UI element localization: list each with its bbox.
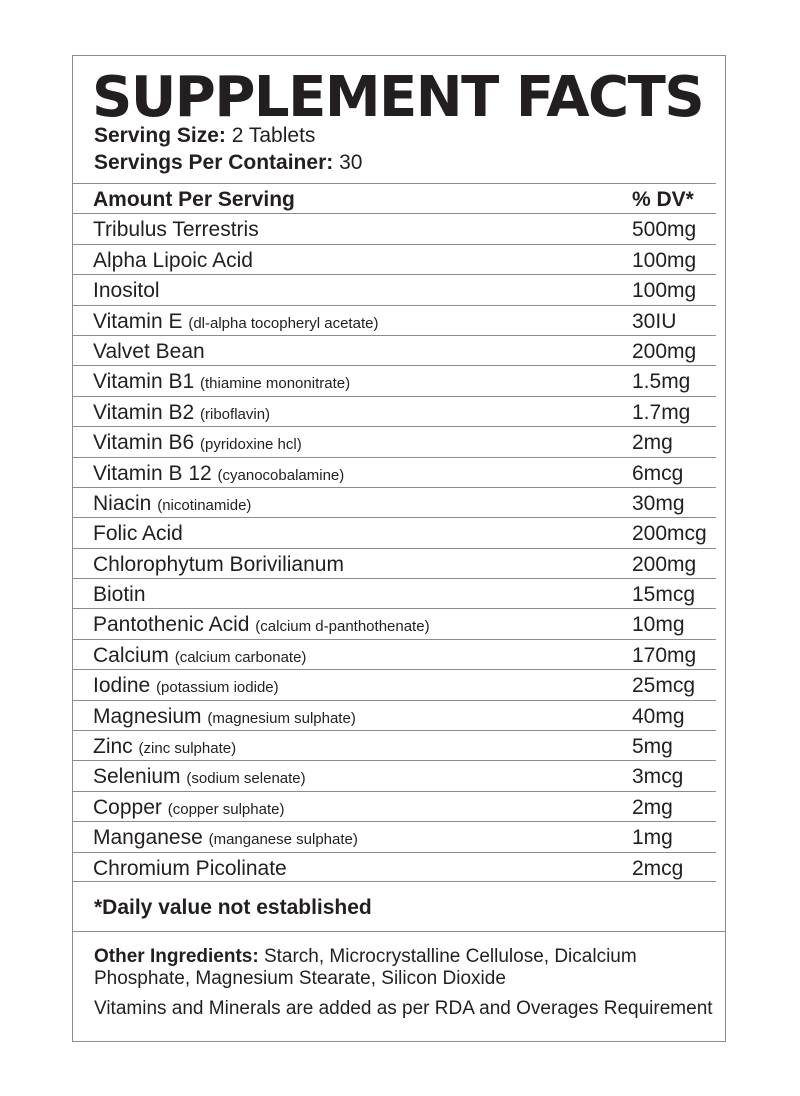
ingredient-name: Manganese: [93, 826, 203, 850]
serving-size-value: 2 Tablets: [225, 124, 316, 147]
ingredient-name-cell: [93, 431, 302, 457]
table-row: [72, 578, 716, 608]
ingredient-name: Valvet Bean: [93, 339, 205, 363]
header-amount-per-serving: Amount Per Serving: [93, 188, 295, 211]
ingredient-amount: 3mcg: [632, 765, 684, 789]
ingredient-name: Vitamin B 12: [93, 461, 212, 485]
ingredient-name: Vitamin B1: [93, 370, 195, 394]
page-title: SUPPLEMENT FACTS: [92, 65, 704, 130]
ingredient-amount: 200mg: [632, 339, 697, 363]
table-row: [72, 700, 716, 730]
ingredient-name: Alpha Lipoic Acid: [93, 248, 253, 272]
other-ingredients-label: Other Ingredients:: [94, 946, 259, 967]
ingredient-name-cell: [93, 826, 358, 852]
ingredient-amount: 5mg: [632, 735, 673, 759]
ingredient-name: Pantothenic Acid: [93, 613, 250, 637]
ingredient-name-cell: [93, 765, 306, 791]
ingredient-name: Zinc: [93, 735, 133, 759]
serving-size: [94, 124, 315, 148]
ingredient-name: Copper: [93, 795, 162, 819]
ingredient-name-cell: [93, 310, 378, 336]
ingredient-amount: 500mg: [632, 218, 697, 242]
ingredient-amount: 10mg: [632, 613, 685, 637]
ingredient-name-cell: [93, 553, 344, 577]
ingredient-note: (manganese sulphate): [208, 831, 358, 849]
table-row: [72, 730, 716, 760]
ingredient-note: (copper sulphate): [167, 800, 285, 818]
ingredient-note: (pyridoxine hcl): [200, 436, 302, 454]
table-row: [72, 335, 716, 365]
ingredient-name-cell: [93, 674, 279, 700]
table-row: [72, 396, 716, 426]
ingredient-name: Vitamin B2: [93, 400, 195, 424]
ingredient-amount: 30IU: [632, 309, 677, 333]
ingredient-name: Vitamin E: [93, 309, 183, 333]
ingredient-note: (calcium d-panthothenate): [255, 618, 430, 636]
ingredient-name: Iodine: [93, 674, 151, 698]
table-row: [72, 305, 716, 335]
ingredient-note: (nicotinamide): [157, 496, 252, 514]
ingredient-name-cell: [93, 340, 205, 364]
ingredient-amount: 2mg: [632, 795, 673, 819]
table-row: [72, 365, 716, 395]
ingredient-name-cell: [93, 370, 350, 396]
table-row: [72, 821, 716, 851]
servings-per-container-value: 30: [333, 151, 363, 174]
ingredient-amount: 25mcg: [632, 674, 696, 698]
table-row: [72, 517, 716, 547]
ingredient-name-cell: [93, 279, 160, 303]
table-header-row: [72, 183, 716, 213]
table-row: [72, 244, 716, 274]
ingredient-amount: 100mg: [632, 248, 697, 272]
ingredient-name: Selenium: [93, 765, 181, 789]
table-row: [72, 608, 716, 638]
ingredient-amount: 1.5mg: [632, 370, 691, 394]
ingredient-amount: 40mg: [632, 704, 685, 728]
ingredient-name-cell: [93, 705, 356, 731]
header-daily-value: % DV*: [632, 188, 694, 211]
ingredient-name-cell: [93, 583, 146, 607]
ingredient-amount: 200mg: [632, 552, 697, 576]
servings-per-container: [94, 151, 362, 175]
ingredient-name: Tribulus Terrestris: [93, 218, 259, 242]
table-row: [72, 426, 716, 456]
ingredient-name-cell: [93, 218, 259, 242]
ingredient-amount: 100mg: [632, 279, 697, 303]
ingredient-name-cell: [93, 735, 236, 761]
ingredient-name: Calcium: [93, 643, 169, 667]
ingredient-name-cell: [93, 796, 284, 822]
vitamins-minerals-note: Vitamins and Minerals are added as per RDA and Overages Requirement: [94, 998, 713, 1019]
table-row: [72, 274, 716, 304]
ingredient-name: Chlorophytum Borivilianum: [93, 552, 344, 576]
ingredient-name: Biotin: [93, 583, 146, 607]
ingredient-note: (riboflavin): [200, 405, 271, 423]
serving-size-label: Serving Size:: [94, 124, 226, 147]
ingredient-note: (dl-alpha tocopheryl acetate): [188, 314, 379, 332]
ingredient-name: Folic Acid: [93, 522, 183, 546]
ingredient-amount: 6mcg: [632, 461, 684, 485]
ingredient-name: Chromium Picolinate: [93, 856, 287, 880]
table-row: [72, 852, 716, 882]
ingredient-amount: 2mcg: [632, 856, 684, 880]
ingredient-name-cell: [93, 522, 183, 546]
ingredient-amount: 1mg: [632, 826, 673, 850]
table-row: [72, 760, 716, 790]
other-ingredients-text: Starch, Microcrystalline Cellulose, Dicalcium Phosphate, Magnesium Stearate, Silicon Dioxide: [94, 946, 637, 989]
section-divider: [72, 931, 726, 932]
ingredient-note: (zinc sulphate): [138, 740, 237, 758]
ingredient-note: (sodium selenate): [186, 770, 306, 788]
ingredient-note: (calcium carbonate): [174, 648, 307, 666]
ingredient-name: Vitamin B6: [93, 431, 195, 455]
ingredient-name-cell: [93, 249, 253, 273]
ingredient-note: (potassium iodide): [156, 679, 279, 697]
ingredient-amount: 2mg: [632, 431, 673, 455]
table-row: [72, 791, 716, 821]
ingredient-name-cell: [93, 857, 287, 881]
other-ingredients: [94, 946, 704, 990]
ingredient-amount: 15mcg: [632, 583, 696, 607]
ingredient-amount: 30mg: [632, 491, 685, 515]
ingredient-note: (magnesium sulphate): [207, 709, 356, 727]
ingredient-name-cell: [93, 462, 344, 488]
ingredient-name: Inositol: [93, 279, 160, 303]
ingredient-name: Magnesium: [93, 704, 202, 728]
table-row: [72, 548, 716, 578]
ingredient-name-cell: [93, 401, 270, 427]
table-row: [72, 487, 716, 517]
ingredient-amount: 170mg: [632, 643, 697, 667]
table-row: [72, 639, 716, 669]
ingredient-name-cell: [93, 492, 251, 518]
table-row: [72, 213, 716, 243]
table-row: [72, 669, 716, 699]
ingredient-name-cell: [93, 613, 430, 639]
ingredient-name: Niacin: [93, 491, 152, 515]
ingredient-amount: 200mcg: [632, 522, 707, 546]
daily-value-footnote: *Daily value not established: [94, 896, 372, 919]
ingredient-name-cell: [93, 644, 306, 670]
ingredient-note: (thiamine mononitrate): [200, 375, 351, 393]
table-row: [72, 457, 716, 487]
facts-table: [72, 183, 716, 882]
servings-per-container-label: Servings Per Container:: [94, 151, 334, 174]
ingredient-amount: 1.7mg: [632, 400, 691, 424]
ingredient-note: (cyanocobalamine): [217, 466, 345, 484]
